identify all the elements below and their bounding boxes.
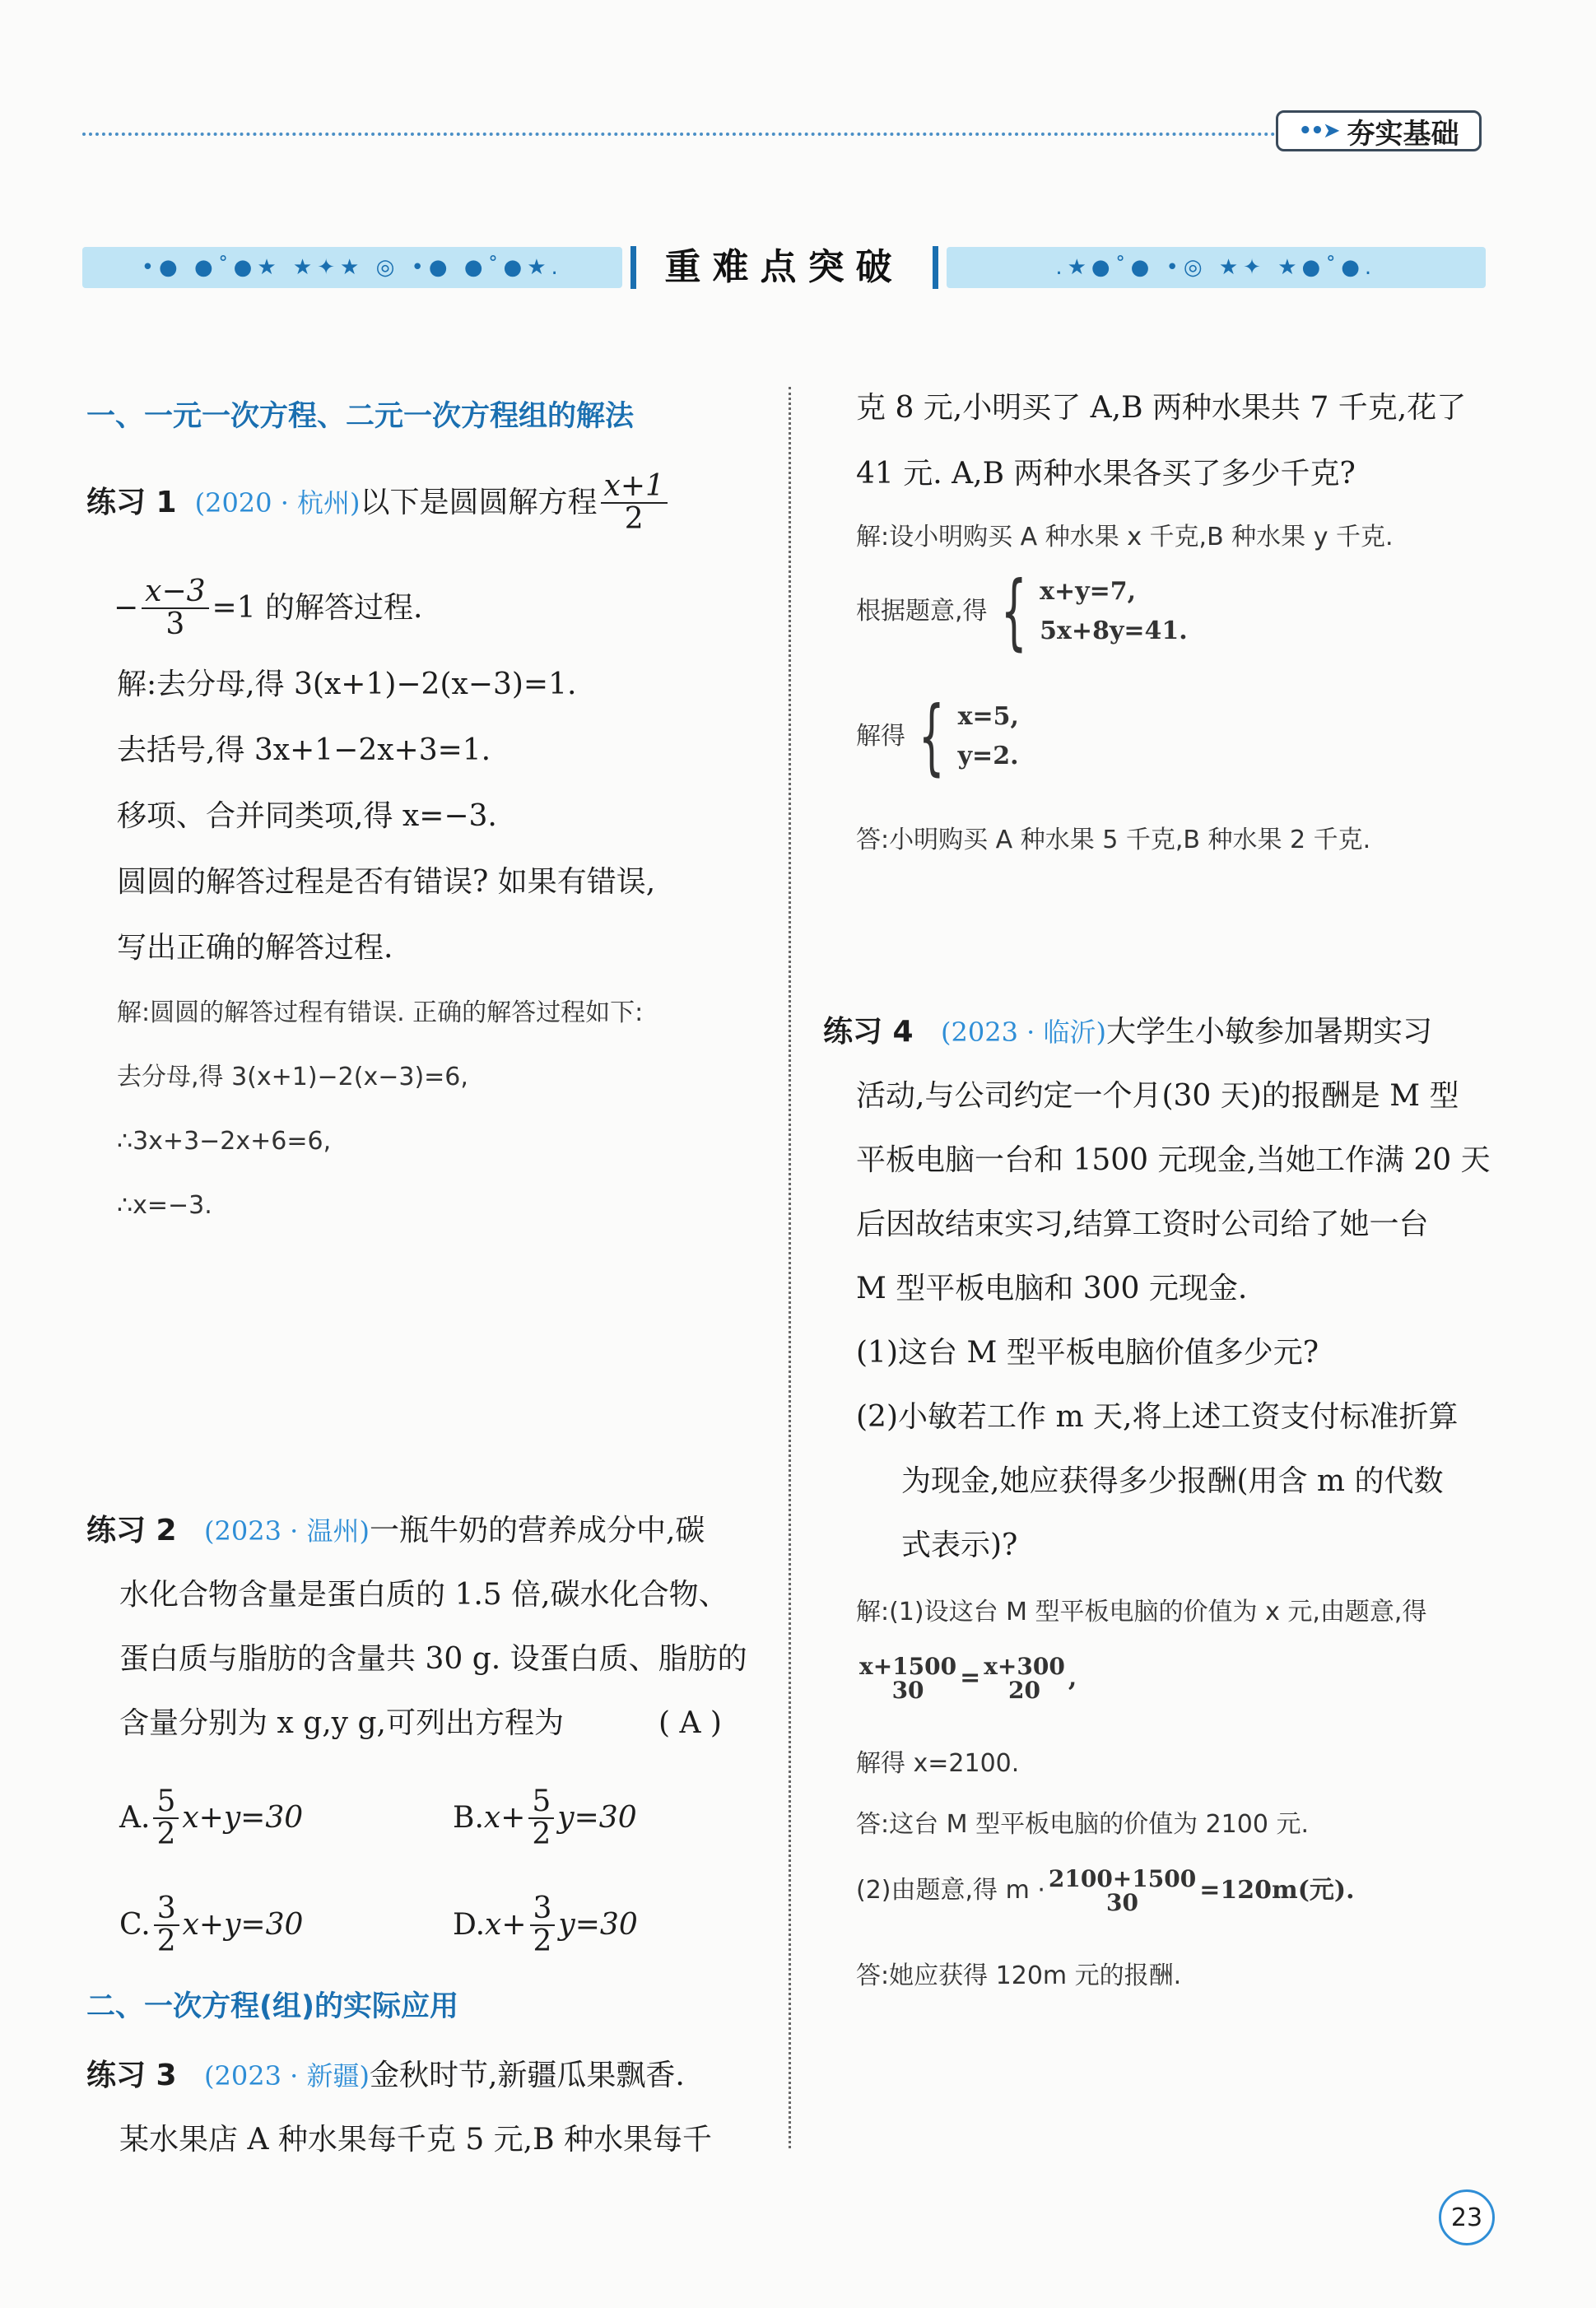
ex1-line: 解:去分母,得 3(x+1)−2(x−3)=1.: [117, 668, 577, 701]
ex1-line: 圆圆的解答过程是否有错误? 如果有错误,: [117, 865, 656, 899]
ex3-line: 克 8 元,小明买了 A,B 两种水果共 7 千克,花了: [856, 391, 1467, 425]
ex4-line: 后因故结束实习,结算工资时公司给了她一台: [856, 1208, 1429, 1241]
column-divider: [789, 387, 791, 2148]
ex3-line: 某水果店 A 种水果每千克 5 元,B 种水果每千: [119, 2123, 713, 2157]
ex3-line: 41 元. A,B 两种水果各买了多少千克?: [856, 457, 1356, 491]
ex4-line: 活动,与公司约定一个月(30 天)的报酬是 M 型: [856, 1079, 1459, 1113]
section2-title: 二、一次方程(组)的实际应用: [86, 1990, 458, 2023]
left-brace-icon: {: [1000, 563, 1027, 659]
ex4-answer-line: 解:(1)设这台 M 型平板电脑的价值为 x 元,由题意,得: [856, 1598, 1427, 1626]
section1-title: 一、一元一次方程、二元一次方程组的解法: [86, 400, 635, 433]
ex2-answer: ( A ): [658, 1706, 722, 1740]
ex1-stem-2: − $\frac{x-3}{3}$ =1 的解答过程.: [114, 575, 423, 641]
ex4-line: 为现金,她应获得多少报酬(用含 m 的代数: [901, 1464, 1444, 1498]
ex1-line: 移项、合并同类项,得 x=−3.: [117, 799, 497, 833]
ex2-source: (2023 · 温州): [204, 1515, 370, 1547]
section-tag-label: 夯实基础: [1347, 117, 1459, 151]
ex3-label: 练习 3: [86, 2059, 177, 2092]
ex4-line: M 型平板电脑和 300 元现金.: [856, 1272, 1248, 1305]
ex4-source: (2023 · 临沂): [941, 1017, 1106, 1048]
ex4-answer-line: 解得 x=2100.: [856, 1749, 1020, 1778]
ex4-answer-equation: x+1500 30 = x+300 20 ,: [859, 1653, 1077, 1705]
ex4-line: 平板电脑一台和 1500 元现金,当她工作满 20 天: [856, 1143, 1491, 1177]
ex4-line: (1)这台 M 型平板电脑价值多少元?: [856, 1336, 1319, 1370]
ex4-line: 式表示)?: [901, 1529, 1018, 1562]
ex2-line: 含量分别为 x g,y g,可列出方程为: [119, 1706, 564, 1740]
ex1-fraction-1: $\frac{x+1}{2}$: [601, 471, 668, 535]
banner-decor-right: .★●˚● •◎ ★✦ ★●˚●.: [947, 247, 1487, 288]
ex3-stem: 练习 3 (2023 · 新疆)金秋时节,新疆瓜果飘香.: [86, 2059, 685, 2092]
ex4-answer-line: 答:她应获得 120m 元的报酬.: [856, 1961, 1182, 1990]
ex1-fraction-2: $\frac{x-3}{3}$: [142, 576, 208, 640]
header-dotted-rule: [82, 133, 1276, 136]
ex2-line: 水化合物含量是蛋白质的 1.5 倍,碳水化合物、: [119, 1578, 728, 1612]
page-number: 23: [1439, 2189, 1495, 2245]
ex2-stem: 练习 2 (2023 · 温州)一瓶牛奶的营养成分中,碳: [86, 1514, 705, 1547]
ex1-answer-line: ∴3x+3−2x+6=6,: [117, 1127, 332, 1156]
ex1-line: 去括号,得 3x+1−2x+3=1.: [117, 733, 491, 767]
ex4-answer-line: 答:这台 M 型平板电脑的价值为 2100 元.: [856, 1810, 1310, 1839]
ex1-answer-line: ∴x=−3.: [117, 1191, 212, 1220]
left-brace-icon: {: [918, 688, 945, 784]
banner: [82, 244, 1486, 291]
ex4-stem: 练习 4 (2023 · 临沂)大学生小敏参加暑期实习: [823, 1015, 1432, 1049]
ex1-answer-line: 去分母,得 3(x+1)−2(x−3)=6,: [117, 1063, 468, 1091]
ex1-source: (2020 · 杭州): [194, 486, 361, 519]
section-tag: [1276, 110, 1482, 151]
ex1-stem: [86, 471, 671, 535]
ex3-answer-line: 解:设小明购买 A 种水果 x 千克,B 种水果 y 千克.: [856, 523, 1394, 551]
option-c: C. $\frac{3}{2}$ x+y=30: [119, 1892, 304, 1958]
ex4-line: (2)小敏若工作 m 天,将上述工资支付标准折算: [856, 1400, 1459, 1434]
option-a: A. $\frac{5}{2}$ x+y=30: [119, 1785, 304, 1851]
ex1-line: 写出正确的解答过程.: [117, 931, 393, 965]
ex2-line: 蛋白质与脂肪的含量共 30 g. 设蛋白质、脂肪的: [119, 1642, 747, 1676]
banner-decor-left: •● ●˚●★ ★✦★ ◎ •● ●˚●★.: [82, 247, 622, 288]
ex3-source: (2023 · 新疆): [204, 2060, 370, 2092]
banner-title: 重难点突破: [630, 246, 938, 289]
ex2-label: 练习 2: [86, 1514, 177, 1547]
ex3-system-2: 解得 { x=5, y=2.: [856, 688, 1019, 784]
chevron-right-icon: ••➤: [1298, 119, 1339, 143]
ex1-stem-b: =1 的解答过程.: [212, 590, 423, 625]
ex3-system-1: 根据题意,得 { x+y=7, 5x+8y=41.: [856, 563, 1188, 659]
option-b: B. x+ $\frac{5}{2}$ y=30: [453, 1785, 637, 1851]
ex1-answer-line: 解:圆圆的解答过程有错误. 正确的解答过程如下:: [117, 998, 644, 1027]
ex1-label: 练习 1: [86, 485, 177, 519]
ex4-label: 练习 4: [823, 1015, 914, 1049]
ex4-answer-part2: (2)由题意,得 m · 2100+1500 30 =120m(元).: [856, 1865, 1355, 1917]
ex1-stem-a: 以下是圆圆解方程: [360, 485, 598, 519]
ex3-answer-line: 答:小明购买 A 种水果 5 千克,B 种水果 2 千克.: [856, 826, 1371, 854]
option-d: D. x+ $\frac{3}{2}$ y=30: [453, 1892, 638, 1958]
